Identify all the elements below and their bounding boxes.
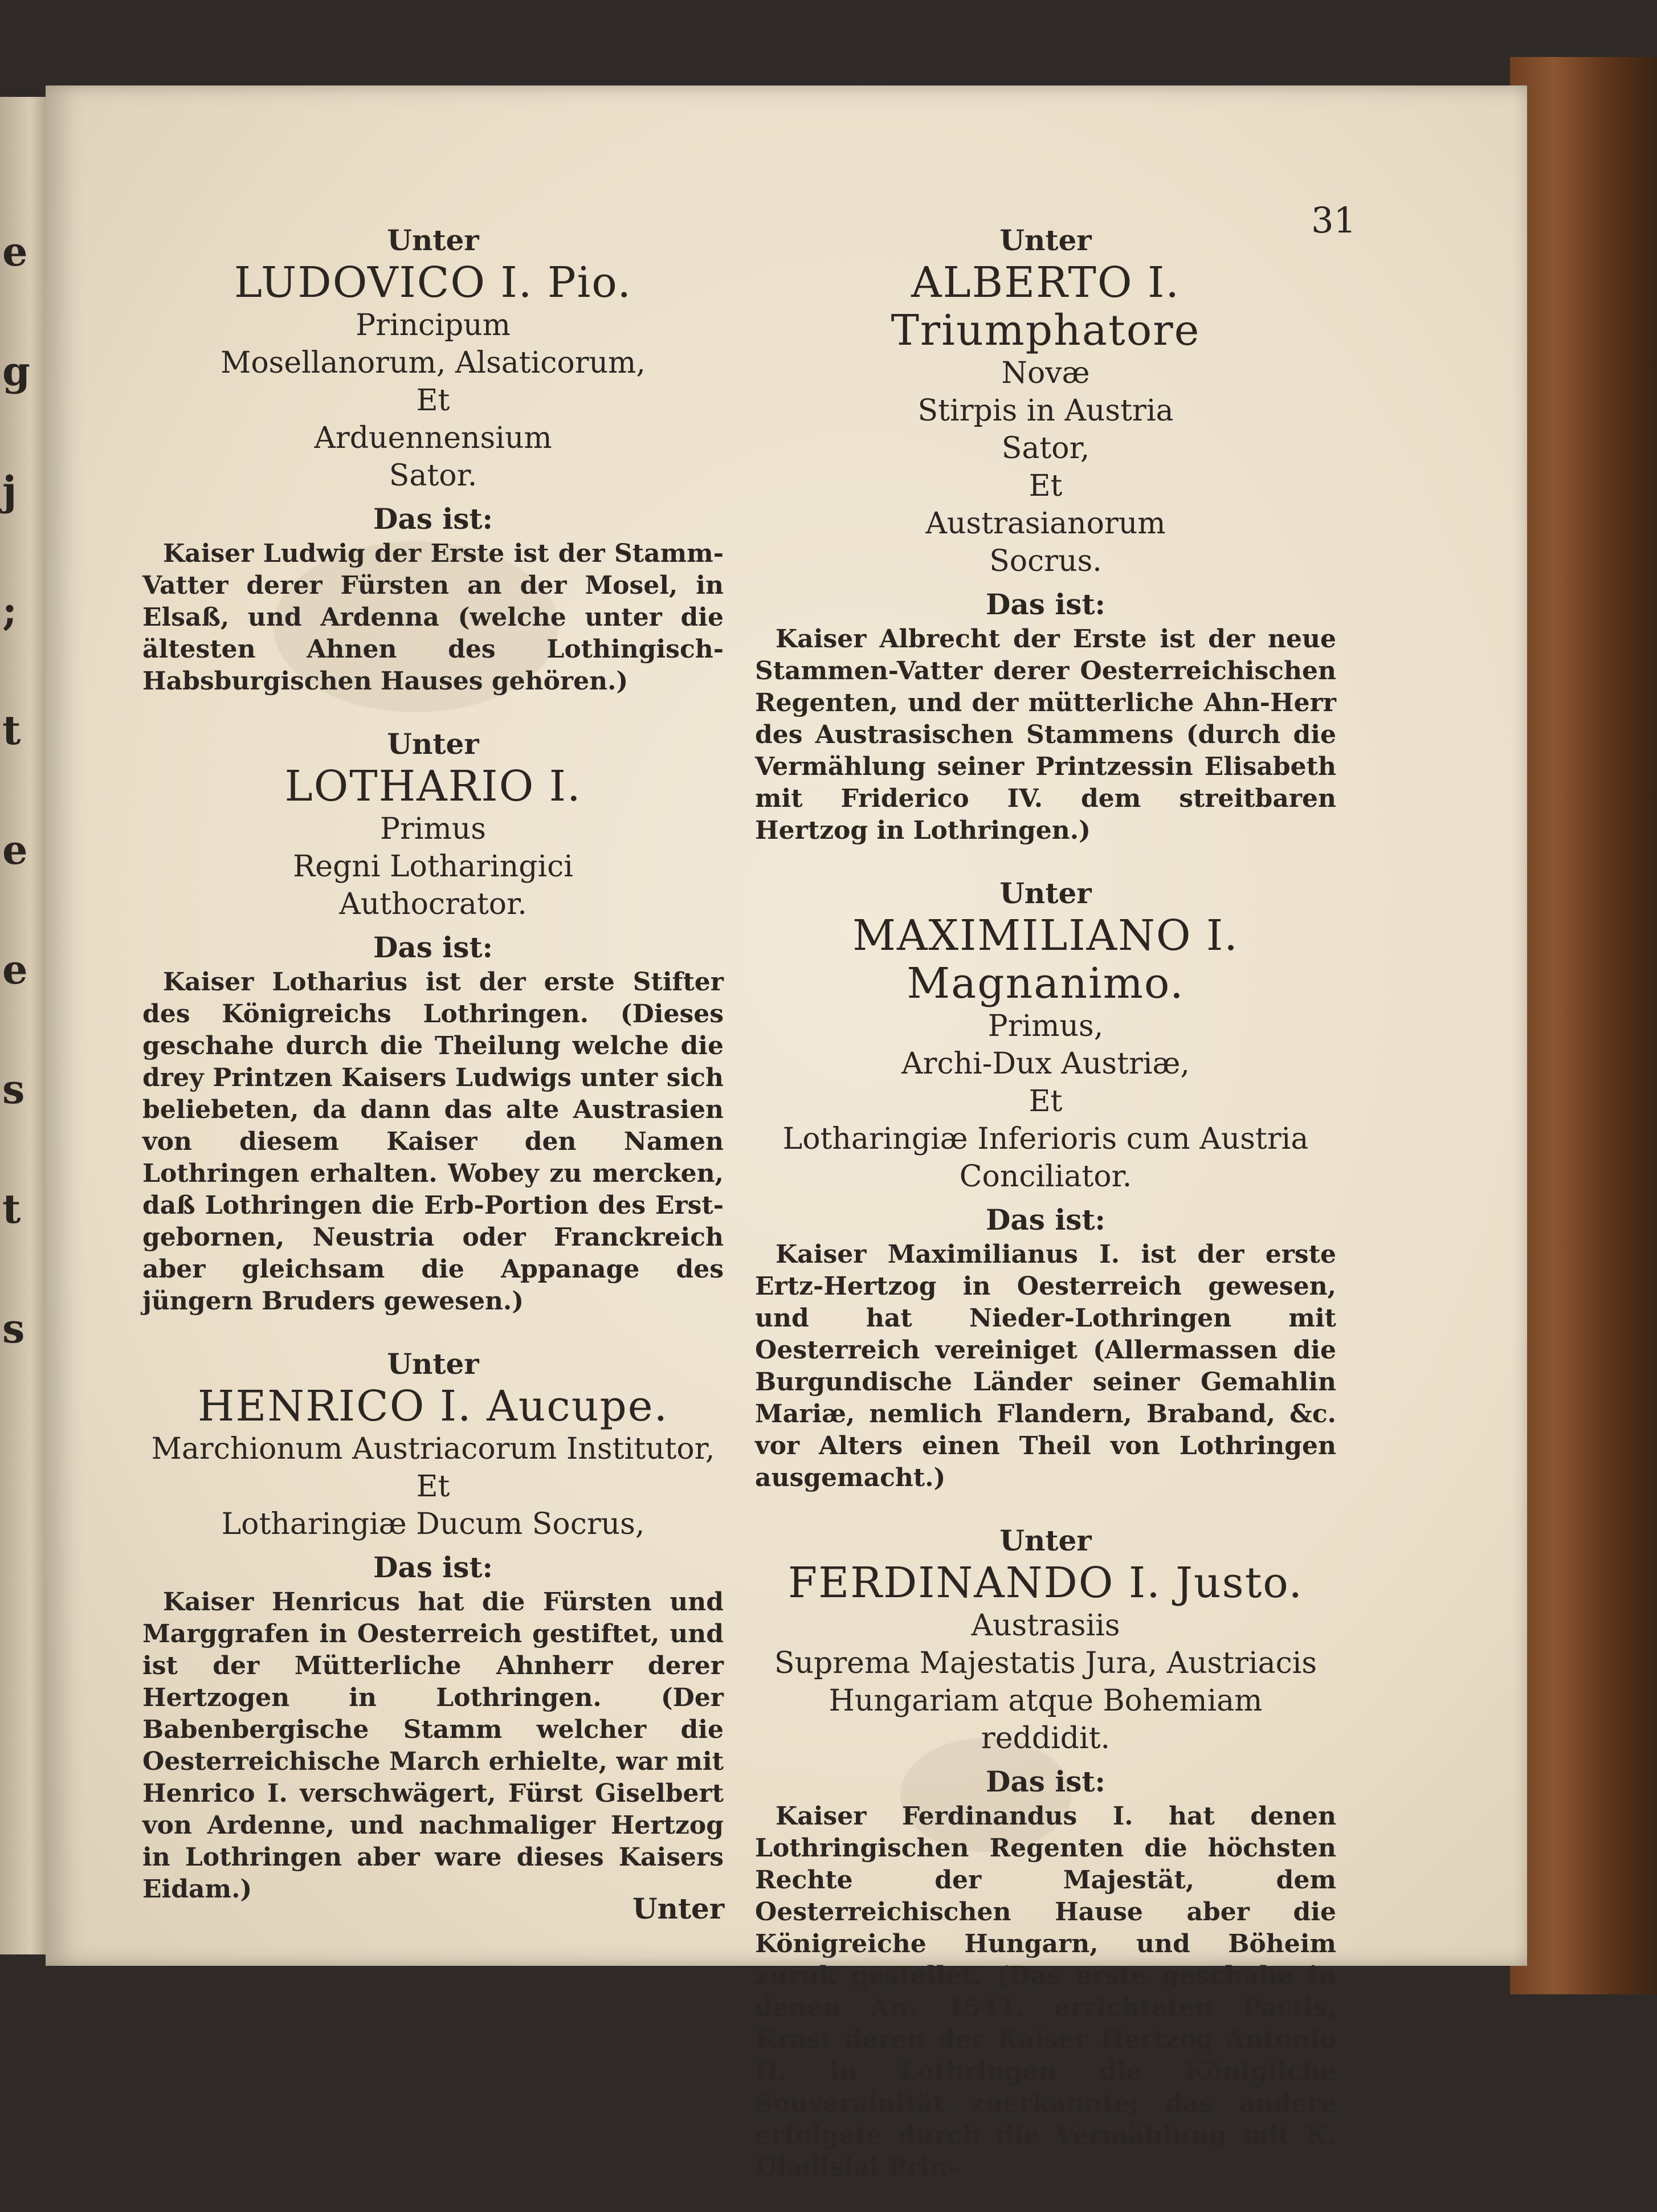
entry-das-ist: Das ist: <box>985 587 1105 621</box>
entry-das-ist: Das ist: <box>373 930 493 964</box>
entry-latin-line: Archi-Dux Austriæ, <box>901 1047 1190 1081</box>
entry <box>755 222 1336 847</box>
facing-page-letter: ; <box>2 587 17 634</box>
facing-page-letter: s <box>2 1305 25 1352</box>
entry-latin-line: Sator, <box>1001 431 1090 466</box>
facing-page-letter: s <box>2 1066 25 1113</box>
entry-latin-line: Suprema Majestatis Jura, Austriacis <box>774 1646 1317 1680</box>
entry-latin-line: Et <box>416 1470 450 1504</box>
entry-latin-line: Principum <box>356 308 511 342</box>
entry-latin-line: Lotharingiæ Ducum Socrus, <box>221 1507 645 1541</box>
facing-page-fragment <box>0 97 51 1954</box>
entry-german-text <box>142 966 724 1317</box>
entry-german-text <box>142 1586 724 1905</box>
entry-german-text <box>142 538 724 697</box>
entry-latin-line: Regni Lotharingici <box>293 850 573 884</box>
entry-german-text <box>755 1239 1336 1494</box>
facing-page-letter: j <box>2 467 17 515</box>
entry-latin-line: Conciliator. <box>959 1160 1132 1194</box>
facing-page-letter: t <box>2 707 21 754</box>
entry-latin-line: Mosellanorum, Alsaticorum, <box>221 346 646 380</box>
entry-latin-line: Et <box>416 383 450 418</box>
entry-latin-line: Lotharingiæ Inferioris cum Austria <box>782 1122 1309 1156</box>
entry-german-text <box>755 623 1336 847</box>
entry <box>142 726 724 1317</box>
facing-page-letter: e <box>2 946 28 993</box>
book-cover-edge <box>1510 57 1657 1994</box>
entry-ruler-name: ALBERTO I. Triumphatore <box>891 258 1201 355</box>
facing-page-letter: e <box>2 228 28 275</box>
left-column <box>142 222 724 1934</box>
entry-das-ist: Das ist: <box>985 1765 1105 1798</box>
entry-unter: Unter <box>387 223 479 257</box>
entry-das-ist: Das ist: <box>373 1550 493 1584</box>
entry-german-paragraph: Kaiser Ferdinandus I. hat denen Lothringischen Regenten die höchsten Rechte der Majestät, dem Oesterreichischen Hause aber die Königreiche Hungarn, und Böheim zuruk gestellet. (Das erste geschahe in denen An. 1541. errichteten Pactis, Krast deren der Kaiser Hertzog Antonio II. in Lothringen die Königliche Souverainität zuerkannte; das andere erfolgete durch die Vermählung mit K. Uladislai Prin- <box>755 1802 1336 2182</box>
entry-ruler-name: FERDINANDO I. Justo. <box>787 1558 1304 1607</box>
entry-latin-line: Marchionum Austriacorum Institutor, <box>151 1432 715 1466</box>
entry <box>755 1523 1336 2184</box>
entry-unter: Unter <box>999 223 1092 257</box>
entry <box>142 222 724 697</box>
entry-unter: Unter <box>387 1347 479 1381</box>
entry <box>755 875 1336 1494</box>
entry-ruler-name: MAXIMILIANO I. Magnanimo. <box>852 911 1239 1008</box>
entry-latin-line: Novæ <box>1001 356 1090 390</box>
catchword: Unter <box>632 1892 725 1925</box>
page-number: 31 <box>1311 199 1356 241</box>
entry <box>142 1346 724 1905</box>
entry-unter: Unter <box>387 727 479 761</box>
entry-das-ist: Das ist: <box>985 1203 1105 1236</box>
entry-german-paragraph: Kaiser Albrecht der Erste ist der neue Stammen-Vatter derer Oesterreichischen Regenten, und der mütterliche Ahn-Herr des Austrasischen Stammens (durch die Vermählung seiner Printzessin Elisabeth mit Friderico IV. dem streitbaren Hertzog in Lothringen.) <box>755 625 1336 845</box>
entry-latin-line: Authocrator. <box>339 887 527 921</box>
entry-german-text <box>755 1801 1336 2184</box>
right-column <box>755 222 1336 2212</box>
entry-latin-line: Stirpis in Austria <box>917 394 1174 428</box>
entry-latin-line: Austrasiis <box>971 1609 1120 1643</box>
entry-german-paragraph: Kaiser Henricus hat die Fürsten und Marggrafen in Oesterreich gestiftet, und ist der Mütterliche Ahnherr derer Hertzogen in Lothringen. (Der Babenbergische Stamm welcher die Oesterreichische March erhielte, war mit Henrico I. verschwägert, Fürst Giselbert von Ardenne, und nachmaliger Hertzog in Lothringen aber ware dieses Kaisers Eidam.) <box>142 1587 724 1904</box>
entry-latin-line: reddidit. <box>981 1721 1111 1756</box>
facing-page-letter: e <box>2 826 28 874</box>
entry-unter: Unter <box>999 876 1092 910</box>
entry-german-paragraph: Kaiser Lotharius ist der erste Stifter des Königreichs Lothringen. (Dieses geschahe durch die Theilung welche die drey Printzen Kaisers Ludwigs unter sich beliebeten, da dann das alte Austrasien von diesem Kaiser den Namen Lothringen erhalten. Wobey zu mercken, daß Lothringen die Erb-Portion des Erst-gebornen, Neustria oder Franckreich aber gleichsam die Appanage des jüngern Bruders gewesen.) <box>142 968 724 1316</box>
entry-latin-line: Austrasianorum <box>925 507 1166 541</box>
entry-das-ist: Das ist: <box>373 502 493 536</box>
entry-latin-line: Arduennensium <box>314 421 552 455</box>
entry-ruler-name: LUDOVICO I. Pio. <box>234 258 632 307</box>
entry-latin-line: Primus, <box>987 1009 1104 1043</box>
entry-ruler-name: HENRICO I. Aucupe. <box>197 1382 669 1431</box>
entry-latin-line: Primus <box>380 812 486 846</box>
entry-latin-line: Et <box>1029 1084 1063 1119</box>
entry-german-paragraph: Kaiser Maximilianus I. ist der erste Ertz-Hertzog in Oesterreich gewesen, und hat Nieder-Lothringen mit Oesterreich vereiniget (Allermassen die Burgundische Länder seiner Gemahlin Mariæ, nemlich Flandern, Braband, &c. vor Alters einen Theil von Lothringen ausgemacht.) <box>755 1240 1336 1492</box>
facing-page-letter: g <box>2 348 30 395</box>
entry-latin-line: Sator. <box>389 459 477 493</box>
entry-latin-line: Socrus. <box>989 544 1102 578</box>
facing-page-letter: t <box>2 1185 21 1232</box>
entry-unter: Unter <box>999 1524 1092 1557</box>
entry-latin-line: Hungariam atque Bohemiam <box>828 1684 1263 1718</box>
entry-latin-line: Et <box>1029 469 1063 503</box>
entry-ruler-name: LOTHARIO I. <box>284 762 582 811</box>
book-page <box>46 85 1527 2182</box>
entry-german-paragraph: Kaiser Ludwig der Erste ist der Stamm-Vatter derer Fürsten an der Mosel, in Elsaß, und Ardenna (welche unter die ältesten Ahnen des Lothingisch-Habsburgischen Hauses gehören.) <box>142 539 724 696</box>
